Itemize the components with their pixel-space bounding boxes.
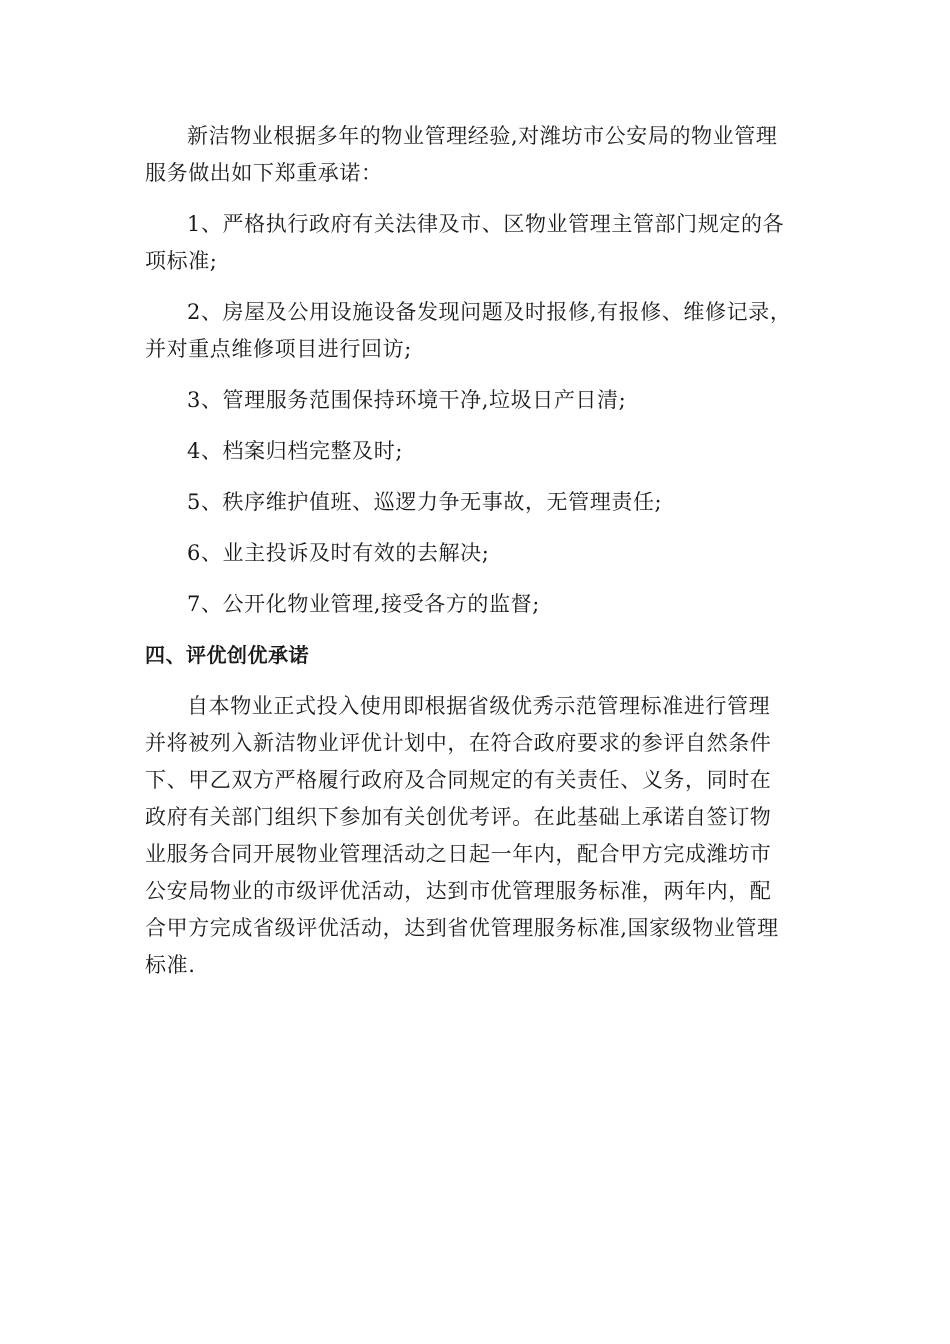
commitment-item-1: 1、严格执行政府有关法律及市、区物业管理主管部门规定的各 项标准; (145, 212, 785, 273)
document-content (145, 118, 810, 984)
commitment-item-3: 3、管理服务范围保持环境干净,垃圾日产日清; (187, 388, 627, 412)
commitment-item-2: 2、房屋及公用设施设备发现问题及时报修,有报修、维修记录， 并对重点维修项目进行回访; (145, 300, 792, 361)
section-body-paragraph: 自本物业正式投入使用即根据省级优秀示范管理标准进行管理 并将被列入新洁物业评优计划中，在符合政府要求的参评自然条件 下、甲乙双方严格履行政府及合同规定的有关责任、义务，同时在 政府有关部门组织下参加有关创优考评。在此基础上承诺自签订物 业服务合同开展物业管理活动之日起一年内，配合甲方完成潍坊市 公安局物业的市级评优活动，达到市优管理服务标准，两年内，配 合甲方完成省级评优活动，达到省优管理服务标准,国家级物业管理 标准. (145, 694, 779, 977)
commitment-item-7: 7、公开化物业管理,接受各方的监督; (187, 592, 540, 616)
commitment-item-5: 5、秩序维护值班、巡逻力争无事故，无管理责任; (187, 490, 663, 514)
section-heading: 四、评优创优承诺 (145, 643, 309, 667)
intro-paragraph: 新洁物业根据多年的物业管理经验,对潍坊市公安局的物业管理 服务做出如下郑重承诺： (145, 124, 778, 185)
commitment-item-6: 6、业主投诉及时有效的去解决; (187, 541, 490, 565)
commitment-item-4: 4、档案归档完整及时; (187, 439, 404, 463)
